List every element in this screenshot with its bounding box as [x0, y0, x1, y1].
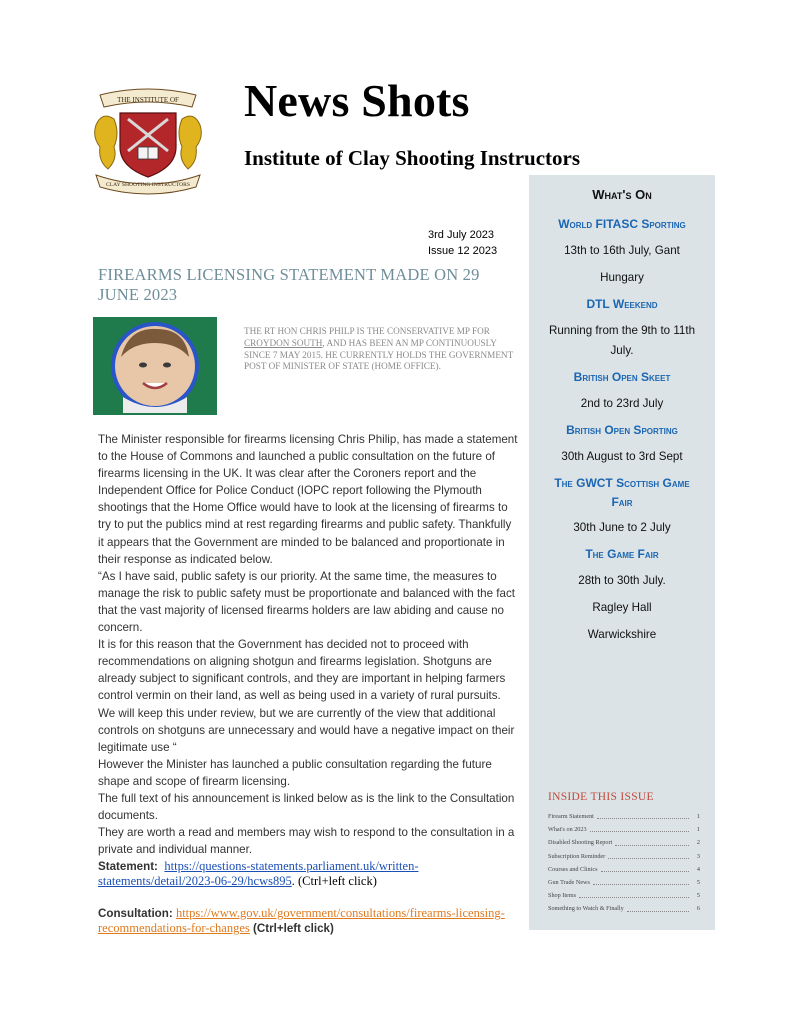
toc-leader [597, 810, 689, 819]
toc-page: 1 [696, 826, 700, 834]
event-detail: Hungary [600, 271, 644, 284]
article-paragraph: They are worth a read and members may wish to respond to the consultation in a private and individual manner. [98, 826, 515, 857]
logo-bottom-text: CLAY SHOOTING INSTRUCTORS [105, 182, 191, 188]
toc-row[interactable] [548, 902, 700, 915]
logo-top-text: THE INSTITUTE OF [117, 96, 179, 104]
institute-logo [92, 85, 204, 195]
article-paragraph: It is for this reason that the Government has decided not to proceed with recommendations on aligning shotgun and firearms legislation. Shotguns are already subject to significant controls, and they are important in helping farmers control vermin on their land, as well as being used in a variety of rural pursuits. We will keep this under review, but we are currently of the view that additional controls on shotguns are unnecessary and would have a negative impact on their legitimate use “ [98, 638, 515, 754]
newsletter-subtitle: Institute of Clay Shooting Instructors [244, 146, 581, 170]
event-title: World FITASC Sporting [558, 217, 686, 231]
whats-on-heading: What's On [592, 187, 652, 202]
issue-date: 3rd July 2023 [428, 229, 495, 241]
toc-title: What's on 2023 [548, 826, 587, 834]
article-headline: FIREARMS LICENSING STATEMENT MADE ON 29 JUNE 2023 [98, 265, 480, 304]
consultation-suffix: (Ctrl+left click) [249, 922, 334, 936]
toc-title: Disabled Shooting Report [548, 839, 613, 847]
statement-suffix: . (Ctrl+left click) [291, 874, 377, 889]
toc-leader [579, 889, 689, 898]
toc-page: 5 [696, 879, 700, 887]
croydon-south-link[interactable]: CROYDON SOUTH [244, 337, 323, 348]
toc-title: Shop Items [548, 892, 577, 900]
event-item [529, 291, 715, 364]
toc-title: Courses and Clinics [548, 865, 598, 873]
event-title: The Game Fair [585, 547, 659, 561]
article-paragraph: However the Minister has launched a public consultation regarding the future shape and scope of firearm licensing. [98, 757, 492, 788]
event-detail: Warwickshire [587, 628, 657, 641]
event-detail: 13th to 16th July, Gant [564, 244, 680, 257]
event-detail: 2nd to 23rd July [580, 397, 664, 410]
article-paragraph: The Minister responsible for firearms licensing Chris Philip, has made a statement to the House of Commons and launched a public consultation on the future of firearms licensing in the UK. It was clear after the Coroners report and the Independent Office for Police Conduct (IOPC report following the Plymouth shootings that the Home Office would have to look at the licensing of firearms to try to put the publics mind at rest regarding firearms and public safety. Thankfully it appears that the Government are minded to be balanced and proportionate in their response as indicated below. [98, 433, 518, 566]
statement-label: Statement: [98, 860, 158, 874]
event-detail: 30th June to 2 July [573, 521, 671, 534]
event-title: The GWCT Scottish Game Fair [554, 476, 690, 509]
inside-this-issue-heading: INSIDE THIS ISSUE [548, 791, 654, 803]
toc-page: 2 [696, 839, 700, 847]
toc-leader [593, 876, 689, 885]
toc-leader [601, 863, 690, 872]
whats-on-sidebar [529, 175, 715, 930]
toc-row[interactable] [548, 850, 700, 863]
toc-title: Firearm Statement [548, 813, 594, 820]
statement-link[interactable]: https://questions-statements.parliament.uk/written-statements/detail/2023-06-29/hcws895 [98, 859, 419, 889]
table-of-contents [548, 810, 700, 916]
toc-row[interactable] [548, 810, 700, 823]
photo-caption [244, 326, 520, 373]
article-paragraph: The full text of his announcement is linked below as is the link to the Consultation documents. [98, 791, 515, 823]
toc-title: Something to Watch & Finally [548, 905, 624, 913]
toc-page: 4 [696, 865, 700, 873]
caption-text-start: THE RT HON CHRIS PHILP IS THE CONSERVATIVE MP FOR [244, 326, 490, 336]
event-item [529, 364, 715, 417]
toc-row[interactable] [548, 863, 700, 876]
event-detail: Ragley Hall [592, 601, 652, 614]
toc-page: 6 [696, 905, 700, 913]
event-item [529, 417, 715, 470]
event-detail: 30th August to 3rd Sept [561, 450, 683, 463]
toc-title: Gun Trade News [548, 879, 590, 887]
consultation-line [98, 906, 518, 936]
consultation-label: Consultation: [98, 907, 173, 921]
event-item [529, 541, 715, 648]
toc-leader [615, 836, 689, 845]
toc-row[interactable] [548, 889, 700, 902]
issue-number: Issue 12 2023 [428, 245, 498, 257]
toc-leader [608, 850, 689, 859]
toc-row[interactable] [548, 876, 700, 889]
event-title: DTL Weekend [586, 297, 658, 311]
statement-line [98, 859, 518, 889]
article-paragraph: “As I have said, public safety is our priority. At the same time, the measures to manage the risk to public safety must be proportionate and balanced with the fact that the vast majority of licensed firearms holders are law abiding and cause no concern. [98, 569, 515, 635]
consultation-link[interactable]: https://www.gov.uk/government/consultations/firearms-licensing-recommendations-for-changes [98, 906, 505, 936]
toc-row[interactable] [548, 823, 700, 836]
toc-leader [627, 902, 689, 911]
toc-row[interactable] [548, 836, 700, 849]
event-detail: Running from the 9th to 11th July. [548, 324, 696, 357]
toc-title: Subscription Reminder [548, 852, 606, 860]
event-detail: 28th to 30th July. [578, 574, 666, 587]
article-body [98, 431, 518, 936]
toc-page: 3 [696, 852, 700, 860]
event-title: British Open Skeet [573, 370, 671, 384]
event-item [529, 470, 715, 541]
event-title: British Open Sporting [566, 423, 678, 437]
newsletter-title: News Shots [244, 75, 470, 126]
toc-page: 1 [696, 813, 700, 820]
caption-text-end: , AND HAS BEEN AN MP CONTINUOUSLY SINCE 7 MAY 2015. HE CURRENTLY HOLDS THE GOVERNMENT POST OF MINISTER OF STATE (HOME OFFICE). [244, 337, 514, 372]
toc-page: 5 [696, 892, 700, 900]
minister-photo [93, 317, 217, 415]
event-item [529, 211, 715, 291]
event-list [529, 211, 715, 648]
toc-leader [590, 823, 689, 832]
